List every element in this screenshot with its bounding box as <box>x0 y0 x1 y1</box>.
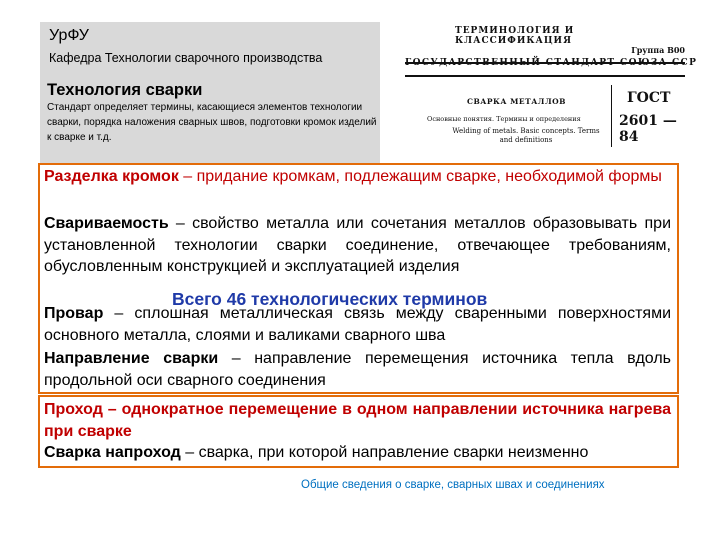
definition-text: – свойство металла или сочетания металлов образовывать при установленной технологии сварки соединение, отвечающее требованиям, обусловленным конструкцией и эксплуатацией изделия <box>44 215 671 275</box>
definition-term: Сварка напроход <box>44 444 181 461</box>
doc-rule <box>405 75 685 77</box>
definition-term: Проход <box>44 401 103 418</box>
definition-term: Разделка кромок <box>44 168 179 185</box>
doc-subject-ru: Основные понятия. Термины и определения <box>427 115 581 123</box>
definition-text: – сплошная металлическая связь между сваренными поверхностями основного металла, слоями и валиками сварного шва <box>44 305 671 344</box>
doc-subject: СВАРКА МЕТАЛЛОВ <box>467 97 566 106</box>
terms-count-caption: Всего 46 технологических терминов <box>172 289 488 309</box>
definition-text: – придание кромкам, подлежащим сварке, необходимой формы <box>178 168 662 185</box>
definition-term: Свариваемость <box>44 215 169 232</box>
doc-standard-line: ГОСУДАРСТВЕННЫЙ СТАНДАРТ СОЮЗА ССР <box>405 58 698 68</box>
definition-term: Направление сварки <box>44 350 219 367</box>
university-name: УрФУ <box>49 27 89 44</box>
definition-item <box>44 399 671 442</box>
doc-group: Группа В00 <box>631 45 685 55</box>
department-name: Кафедра Технологии сварочного производства <box>49 51 323 65</box>
section-title: Технология сварки <box>47 81 203 99</box>
doc-subject-en: Welding of metals. Basic concepts. Terms and definitions <box>452 127 600 144</box>
doc-gost-number: 2601 — 84 <box>619 113 677 145</box>
definition-item <box>44 442 671 464</box>
section-description: Стандарт определяет термины, касающиеся элементов технологии сварки, порядка наложения сварных швов, подготовки кромок изделий к сварке и т.д. <box>47 102 377 143</box>
doc-top-title: ТЕРМИНОЛОГИЯ И КЛАССИФИКАЦИЯ <box>455 26 575 46</box>
definition-term: Провар <box>44 305 104 322</box>
definition-item <box>44 213 671 278</box>
gost-document-image <box>405 25 698 165</box>
definition-text: – однократное перемещение в одном направлении источника нагрева при сварке <box>44 401 671 440</box>
footer-link[interactable]: Общие сведения о сварке, сварных швах и соединениях <box>301 479 605 491</box>
doc-gost-label: ГОСТ <box>627 90 671 106</box>
definition-item <box>44 348 671 391</box>
definition-item <box>44 166 671 188</box>
definition-text: – сварка, при которой направление сварки неизменно <box>180 444 589 461</box>
doc-subject-box <box>421 85 612 147</box>
definition-text: – направление перемещения источника тепла вдоль продольной оси сварного соединения <box>44 350 671 389</box>
